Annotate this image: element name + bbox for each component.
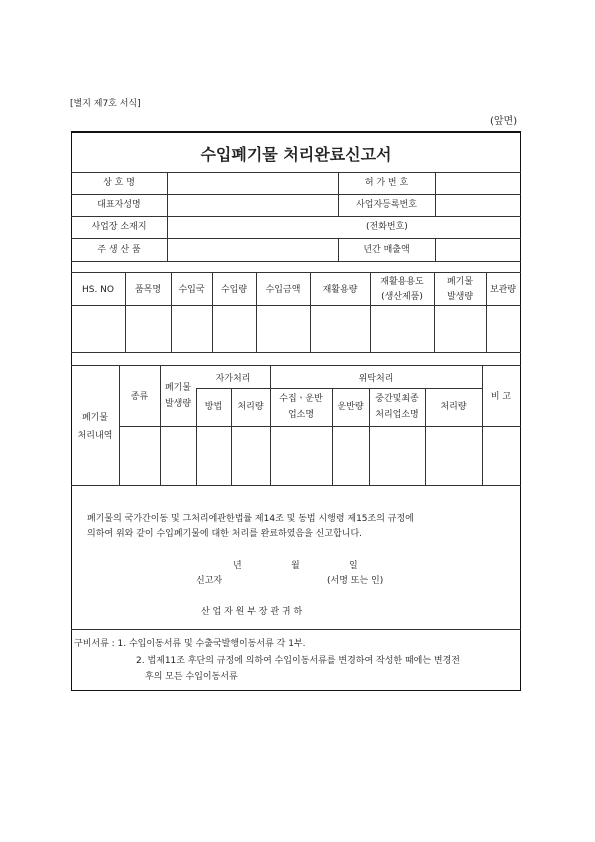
info-col-rule [435, 238, 436, 261]
import-col-rule [486, 272, 487, 352]
carrier-header-1: 수집ㆍ운반 [279, 394, 323, 404]
attachments-line-2: 2. 법제11조 후단의 규정에 의하여 수입이동서류를 변경하여 작성한 때에는 변경전 [136, 656, 460, 666]
import-col-rule [212, 272, 213, 352]
carrier-header-2: 업소명 [287, 410, 315, 420]
treatment-row-label-2: 처리내역 [77, 431, 113, 441]
remarks-header: 비 고 [490, 392, 512, 402]
representative-label: 대표자성명 [97, 200, 141, 210]
frame-top [71, 131, 521, 133]
import-col-rule [256, 272, 257, 352]
info-col-rule [167, 172, 168, 261]
method-header: 방법 [204, 402, 223, 412]
business-address-label: 사업장 소재지 [91, 222, 147, 232]
item-name-header: 품목명 [134, 285, 162, 295]
info-row-rule [71, 261, 521, 262]
frame-left [71, 131, 72, 691]
final-processor-header-1: 중간및최종 [375, 394, 419, 404]
treat-col-rule [119, 365, 120, 485]
declaration-line-2: 의하여 위와 같이 수입폐기물에 대한 처리를 완료하였음을 신고합니다. [87, 529, 363, 539]
product-header: (생산제품) [381, 292, 423, 302]
date-day-label: 일 [349, 561, 358, 571]
company-name-label: 상 호 명 [103, 178, 135, 188]
treat-col-rule [482, 365, 483, 485]
phone-label: (전화번호) [366, 222, 408, 232]
treat-header-rule [119, 426, 521, 427]
treatment-row-label-1: 폐기물 [81, 413, 109, 423]
import-table-bottom [71, 352, 521, 353]
attachments-line-3: 후의 모든 수입이동서류 [145, 672, 238, 682]
info-row-rule [71, 238, 521, 239]
consignment-header: 위탁처리 [358, 374, 394, 384]
import-amount-header: 수입금액 [265, 285, 301, 295]
import-col-rule [171, 272, 172, 352]
info-row-rule [71, 194, 521, 195]
import-col-rule [310, 272, 311, 352]
hs-no-header: HS. NO [81, 285, 115, 295]
document-title: 수입폐기물 처리완료신고서 [200, 145, 392, 164]
import-country-header: 수입국 [178, 285, 205, 295]
waste-type-header: 종류 [130, 392, 149, 402]
annual-sales-label: 년간 매출액 [363, 245, 410, 255]
addressee-label: 산 업 자 원 부 장 관 귀 하 [201, 607, 303, 617]
permit-number-label: 허 가 번 호 [364, 178, 409, 188]
main-product-label: 주 생 산 품 [97, 245, 141, 255]
attachments-line-1: 구비서류 : 1. 수입이동서류 및 수출국발행이동서류 각 1부. [74, 639, 306, 649]
treat-group-rule [196, 388, 482, 389]
carry-amount-header: 운반량 [337, 402, 364, 412]
attachments-rule [71, 629, 521, 630]
page-side-label: (앞면) [490, 116, 518, 127]
storage-header: 보관량 [489, 285, 517, 295]
title-rule [71, 172, 521, 173]
waste-gen-header-2: 발생량 [164, 399, 192, 409]
date-month-label: 월 [291, 561, 300, 571]
import-col-rule [125, 272, 126, 352]
import-quantity-header: 수입량 [220, 285, 248, 295]
signature-label: (서명 또는 인) [327, 576, 384, 586]
final-amount-header: 처리량 [440, 402, 467, 412]
import-table-top [71, 272, 521, 273]
declaration-line-1: 폐기물의 국가간이동 및 그처리에관한법률 제14조 및 동법 시행령 제15조의 규정에 [87, 514, 414, 524]
frame-right [520, 131, 521, 691]
import-header-rule [71, 305, 521, 306]
treat-table-top [71, 365, 521, 366]
recycle-use-header: 재활용용도 [380, 277, 424, 287]
waste-header: 폐기물 [446, 277, 474, 287]
self-amount-header: 처리량 [237, 402, 264, 412]
frame-bottom [71, 690, 521, 691]
treat-table-bottom [71, 485, 521, 486]
business-reg-label: 사업자등록번호 [356, 200, 417, 210]
final-processor-header-2: 처리업소명 [375, 410, 419, 420]
info-col-rule [435, 172, 436, 216]
info-row-rule [71, 216, 521, 217]
waste-gen-header-1: 폐기물 [164, 383, 192, 393]
form-number-label: [별지 제7호 서식] [70, 99, 141, 109]
generation-header: 발생량 [446, 292, 474, 302]
date-year-label: 년 [233, 561, 242, 571]
reporter-label: 신고자 [196, 576, 223, 586]
recycle-quantity-header: 재활용량 [322, 285, 358, 295]
self-treatment-header: 자가처리 [215, 374, 251, 384]
